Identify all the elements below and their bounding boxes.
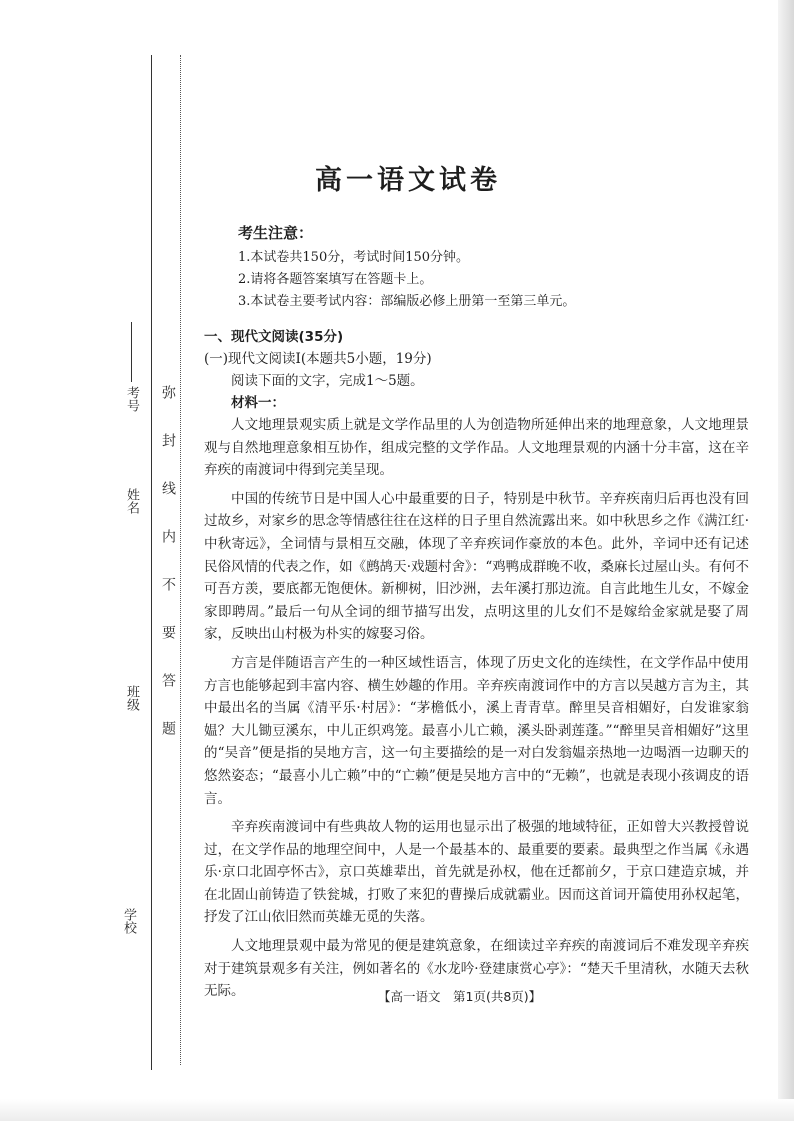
notice-item: 3.本试卷主要考试内容：部编版必修上册第一至第三单元。 xyxy=(238,294,576,309)
exam-number-underline xyxy=(131,322,132,382)
paragraph: 人文地理景观实质上就是文学作品里的人为创造物所延伸出来的地理意象，人文地理景观与自然地理意象相互协作，组成完整的文学作品。人文地理景观的内涵十分丰富，这在辛弃疾的南渡词中得到完美呈现。 xyxy=(204,417,749,479)
paragraph: 人文地理景观中最为常见的便是建筑意象，在细读过辛弃疾的南渡词后不难发现辛弃疾对于建筑景观多有关注，例如著名的《水龙吟·登建康赏心亭》：“楚天千里清秋，水随天去秋无际。 xyxy=(204,938,749,1000)
notice-title: 考生注意： xyxy=(238,224,314,242)
notice-item: 1.本试卷共150分，考试时间150分钟。 xyxy=(238,250,470,265)
scan-edge-bottom xyxy=(0,1099,794,1121)
name-label: 姓名 xyxy=(124,488,139,515)
paragraph: 方言是伴随语言产生的一种区域性语言，体现了历史文化的连续性，在文学作品中使用方言也能够起到丰富内容、横生妙趣的作用。辛弃疾南渡词作中的方言以吴越方言为主，其中最出名的当属《清平乐·村居》：“茅檐低小，溪上青青草。醉里吴音相媚好，白发谁家翁媪？大儿锄豆溪东，中儿正织鸡笼。最喜小儿亡赖，溪头卧剥莲蓬。”“醉里吴音相媚好”这里的“吴音”便是指的吴地方言，这一句主要描绘的是一对白发翁媪亲热地一边喝酒一边聊天的悠然姿态；“最喜小儿亡赖”中的“亡赖”便是吴地方言中的“无赖”，也就是表现小孩调皮的语言。 xyxy=(204,654,749,807)
section-heading: 一、现代文阅读(35分) xyxy=(204,329,344,345)
notice-item: 2.请将各题答案填写在答题卡上。 xyxy=(238,272,433,287)
exam-number-field xyxy=(122,318,141,412)
exam-title: 高一语文试卷 xyxy=(315,165,501,196)
seal-notice: 弥封线内不要答题 xyxy=(160,385,176,769)
paragraph: 辛弃疾南渡词中有些典故人物的运用也显示出了极强的地域特征，正如曾大兴教授曾说过，在文学作品的地理空间中，人是一个最基本的、最重要的要素。最典型之作当属《永遇乐·京口北固亭怀古》，京口英雄辈出，首先就是孙权，他在迁都前夕，于京口建造京城，并在北固山前铸造了铁瓮城，打败了来犯的曹操后成就霸业。因而这首词开篇使用孙权起笔，抒发了江山依旧然而英雄无觅的失落。 xyxy=(204,819,749,926)
school-field xyxy=(119,908,138,934)
paragraph: 中国的传统节日是中国人心中最重要的日子，特别是中秋节。辛弃疾南归后再也没有回过故乡，对家乡的思念等情感往往在这样的日子里自然流露出来。如中秋思乡之作《满江红·中秋寄远》，全词情与景相互交融，体现了辛弃疾词作豪放的本色。此外，辛词中还有记述民俗风情的代表之作，如《鹧鸪天·戏题村舍》：“鸡鸭成群晚不收，桑麻长过屋山头。有何不可吾方羡，要底都无饱便休。新柳树，旧沙洲，去年溪打那边流。自言此地生儿女，不嫁金家即聘周。”最后一句从全词的细节描写出发，点明这里的儿女们不是嫁给金家就是娶了周家，反映出山村极为朴实的嫁娶习俗。 xyxy=(204,490,749,643)
instruction: 阅读下面的文字，完成1～5题。 xyxy=(231,373,424,389)
binding-line xyxy=(151,55,152,1070)
material-label: 材料一： xyxy=(231,395,285,411)
seal-line xyxy=(180,55,181,1065)
name-field xyxy=(122,480,141,514)
exam-number-label: 考号 xyxy=(124,386,139,413)
class-field xyxy=(122,685,141,711)
page-footer: 【高一语文 第1页(共8页)】 xyxy=(378,989,542,1004)
subsection-heading: (一)现代文阅读Ⅰ(本题共5小题，19分) xyxy=(204,351,432,367)
school-label: 学校 xyxy=(121,908,136,934)
scan-edge xyxy=(778,0,794,1121)
candidate-notice xyxy=(238,222,758,313)
reading-section xyxy=(204,326,749,1003)
class-label: 班级 xyxy=(124,685,139,711)
